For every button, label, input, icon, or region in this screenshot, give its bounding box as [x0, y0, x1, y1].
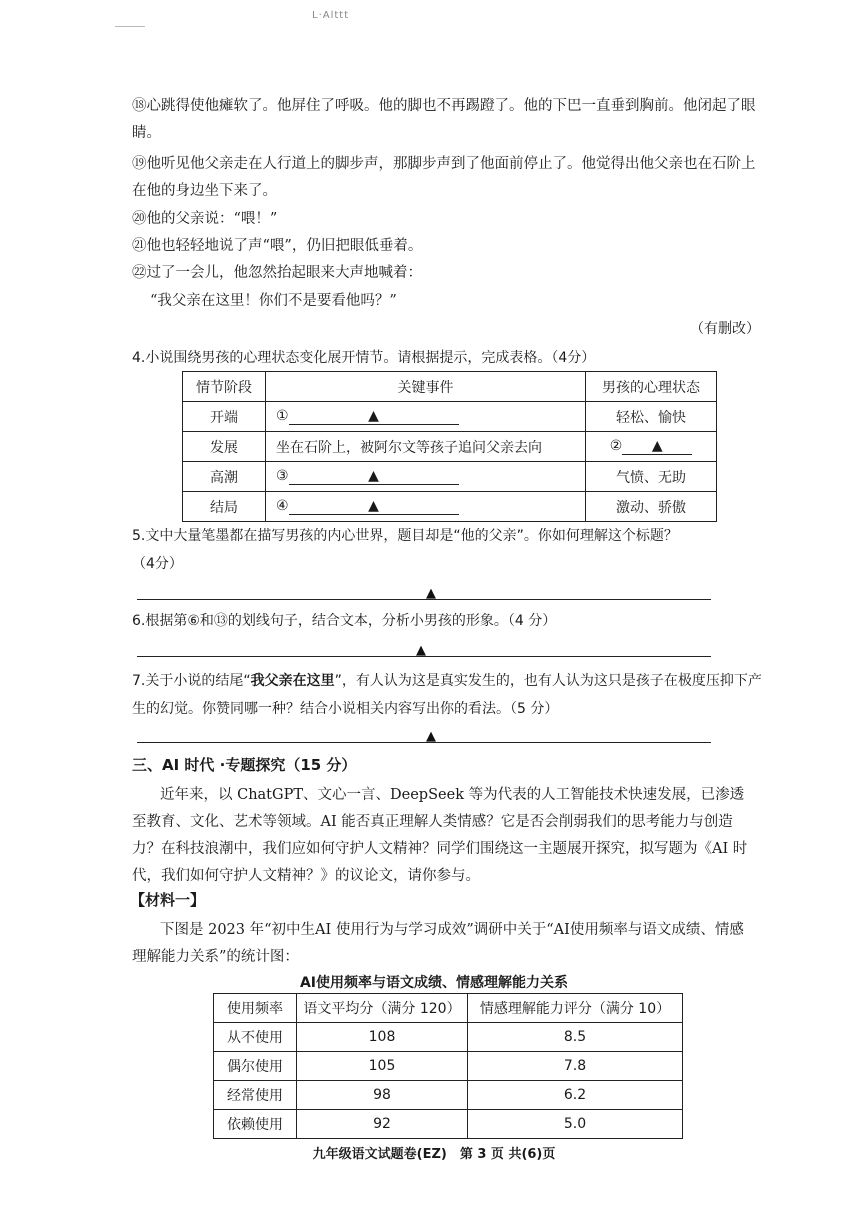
- table-cell: 105: [297, 1052, 468, 1081]
- stage-cell: 发展: [183, 432, 266, 462]
- answer-line-q7[interactable]: [137, 742, 711, 743]
- table-cell: 依赖使用: [214, 1110, 297, 1139]
- stage-cell: 结局: [183, 492, 266, 522]
- blank-triangle: ▲: [651, 438, 663, 454]
- blank-number: ②: [609, 438, 623, 454]
- page-footer: 九年级语文试题卷(EZ) 第 3 页 共(6)页: [312, 1147, 556, 1162]
- table-row: [183, 462, 717, 492]
- table-row: [183, 492, 717, 522]
- state-cell: 激动、骄傲: [586, 492, 717, 522]
- table-header: 情节阶段: [183, 372, 266, 402]
- q7-text: 7.关于小说的结尾“: [132, 673, 251, 689]
- state-blank-2[interactable]: [586, 432, 717, 462]
- question-6: 6.根据第⑥和⑬的划线句子，结合文本，分析小男孩的形象。（4 分）: [132, 613, 557, 629]
- q7-text: ”，有人认为这是真实发生的，也有人认为这只是孩子在极度压抑下产生的幻觉。你赞同哪一种？结合小说相关内容写出你的看法。（5 分）: [132, 673, 762, 717]
- table-cell: 8.5: [468, 1023, 683, 1052]
- material-1-title: 【材料一】: [130, 891, 206, 909]
- answer-line-q5[interactable]: [137, 599, 711, 600]
- ai-stats-table: [213, 993, 683, 1139]
- paragraph-21: ㉑他也轻轻地说了声“喂”，仍旧把眼低垂着。: [132, 238, 423, 254]
- header-mark: L·Alttt: [312, 10, 350, 21]
- plot-table: [182, 371, 717, 522]
- table-row: [183, 402, 717, 432]
- question-4: 4.小说围绕男孩的心理状态变化展开情节。请根据提示，完成表格。（4分）: [132, 350, 596, 366]
- table-header: 情感理解能力评分（满分 10）: [468, 994, 683, 1023]
- table-cell: 偶尔使用: [214, 1052, 297, 1081]
- answer-triangle: ▲: [426, 586, 436, 601]
- table-cell: 5.0: [468, 1110, 683, 1139]
- table-cell: 7.8: [468, 1052, 683, 1081]
- answer-triangle: ▲: [426, 729, 436, 744]
- abridged-note: （有删改）: [690, 321, 760, 337]
- header-rule: [115, 26, 145, 27]
- stage-cell: 高潮: [183, 462, 266, 492]
- section-3-intro: 近年来，以 ChatGPT、文心一言、DeepSeek 等为代表的人工智能技术快速发展，已渗透至教育、文化、艺术等领域。AI 能否真正理解人类情感？它是否会削弱我们的思考能力与创造力？在科技浪潮中，我们应如何守护人文精神？同学们围绕这一主题展开探究，拟写题为《AI 时代，我们如何守护人文精神？》的议论文，请你参与。: [132, 787, 748, 884]
- blank-triangle: ▲: [368, 498, 379, 514]
- stats-table-caption: AI使用频率与语文成绩、情感理解能力关系: [299, 975, 569, 991]
- paragraph-19: ⑲他听见他父亲走在人行道上的脚步声，那脚步声到了他面前停止了。他觉得出他父亲也在石阶上在他的身边坐下来了。: [132, 156, 756, 199]
- section-3-title: 三、AI 时代 ·专题探究（15 分）: [132, 756, 357, 774]
- event-blank-3[interactable]: [266, 462, 586, 492]
- event-cell: 坐在石阶上，被阿尔文等孩子追问父亲去向: [266, 432, 586, 462]
- table-header: 使用频率: [214, 994, 297, 1023]
- question-5: 5.文中大量笔墨都在描写男孩的内心世界，题目却是“他的父亲”。你如何理解这个标题？: [132, 528, 678, 544]
- blank-triangle: ▲: [368, 408, 379, 424]
- table-header: 关键事件: [266, 372, 586, 402]
- paragraph-18: ⑱心跳得使他瘫软了。他屏住了呼吸。他的脚也不再踢蹬了。他的下巴一直垂到胸前。他闭起了眼睛。: [132, 98, 756, 141]
- blank-triangle: ▲: [368, 468, 379, 484]
- table-cell: 108: [297, 1023, 468, 1052]
- state-cell: 轻松、愉快: [586, 402, 717, 432]
- q7-quote: 我父亲在这里: [250, 673, 335, 689]
- blank-number: ①: [276, 408, 289, 424]
- table-row: [214, 1081, 683, 1110]
- blank-number: ④: [276, 498, 289, 514]
- table-row: [214, 1052, 683, 1081]
- table-cell: 6.2: [468, 1081, 683, 1110]
- event-blank-1[interactable]: [266, 402, 586, 432]
- paragraph-22-quote: “我父亲在这里！你们不是要看他吗？”: [150, 293, 397, 309]
- table-row: [214, 1023, 683, 1052]
- table-cell: 经常使用: [214, 1081, 297, 1110]
- state-cell: 气愤、无助: [586, 462, 717, 492]
- table-row: [183, 432, 717, 462]
- paragraph-20: ⑳他的父亲说：“喂！”: [132, 211, 278, 227]
- table-cell: 92: [297, 1110, 468, 1139]
- material-1-intro: 下图是 2023 年“初中生AI 使用行为与学习成效”调研中关于“AI使用频率与语文成绩、情感理解能力关系”的统计图：: [132, 922, 744, 965]
- table-row: [214, 1110, 683, 1139]
- question-7: [132, 667, 772, 723]
- paragraph-22: ㉒过了一会儿，他忽然抬起眼来大声地喊着：: [132, 265, 422, 281]
- table-cell: 98: [297, 1081, 468, 1110]
- stage-cell: 开端: [183, 402, 266, 432]
- blank-number: ③: [276, 468, 289, 484]
- event-blank-4[interactable]: [266, 492, 586, 522]
- answer-triangle: ▲: [416, 643, 426, 658]
- table-header: 语文平均分（满分 120）: [297, 994, 468, 1023]
- answer-line-q6[interactable]: [137, 656, 711, 657]
- table-header: 男孩的心理状态: [586, 372, 717, 402]
- question-5-score: （4分）: [132, 556, 183, 572]
- table-cell: 从不使用: [214, 1023, 297, 1052]
